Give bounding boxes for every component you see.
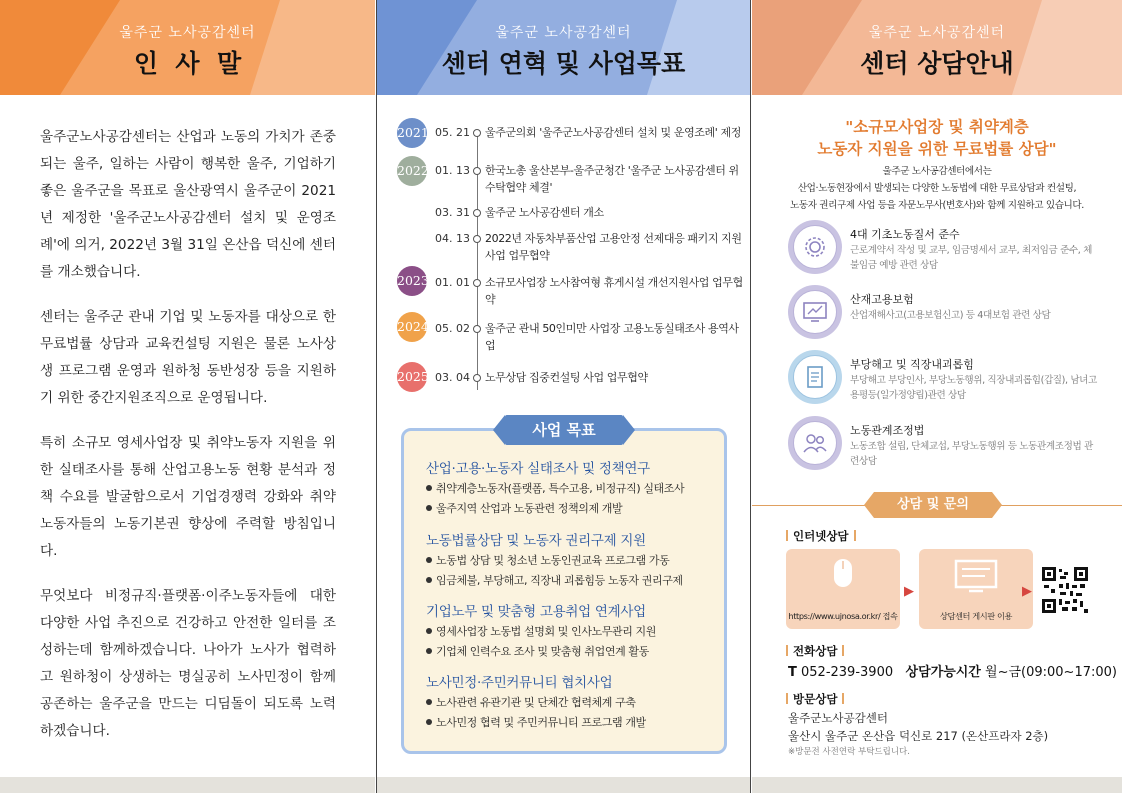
board-card[interactable] [919, 549, 1033, 629]
year-badge: 2022 [397, 156, 427, 186]
visit-note: ※방문전 사전연락 부탁드립니다. [788, 747, 910, 757]
consultation-header [752, 0, 1122, 95]
service-title: 4대 기초노동질서 준수 [850, 228, 960, 241]
timeline-dot [473, 279, 481, 287]
entry-text: 울주군의회 '울주군노사공감센터 설치 및 운영조례' 제정 [485, 126, 741, 139]
service-title: 부당해고 및 직장내괴롭힘 [850, 358, 974, 371]
business-goals-title: 사업 목표 [505, 415, 623, 445]
intro-line: 노동자 권리구제 사업 등을 자문노무사(변호사)와 함께 지원하고 있습니다. [790, 200, 1084, 211]
contact-title: 상담 및 문의 [874, 492, 992, 518]
bottom-band [377, 777, 750, 793]
goal-section [426, 602, 726, 662]
marker-bar [786, 530, 788, 541]
entry-text: 소규모사업장 노사참여형 휴게시설 개선지원사업 업무협약 [485, 276, 743, 306]
internet-consult-heading: 인터넷상담 [786, 528, 856, 544]
hours-label: 상담가능시간 [905, 665, 981, 680]
monitor-chart-icon [800, 297, 830, 327]
goal-title: 기업노무 및 맞춤형 고용취업 연계사업 [426, 604, 646, 620]
timeline-dot [473, 209, 481, 217]
entry-text: 울주군 관내 50인미만 사업장 고용노동실태조사 용역사업 [485, 322, 739, 352]
marker-bar [854, 530, 856, 541]
year-badge: 2024 [397, 312, 427, 342]
year-badge: 2021 [397, 118, 427, 148]
visit-consult-heading: 방문상담 [786, 691, 844, 707]
history-header [377, 0, 750, 95]
timeline-dot [473, 235, 481, 243]
phone-info [788, 661, 1117, 680]
year-badge: 2023 [397, 266, 427, 296]
bullet-icon [426, 648, 432, 654]
bullet-icon [426, 719, 432, 725]
goal-item: 임금체불, 부당해고, 직장내 괴롭힘등 노동자 권리구제 [426, 571, 726, 591]
header-title: 센터 연혁 및 사업목표 [441, 49, 686, 78]
greeting-panel [0, 0, 375, 793]
service-title: 산재고용보험 [850, 293, 914, 306]
intro-line: 산업·노동현장에서 발생되는 다양한 노동법에 대한 무료상담과 컨설팅, [797, 183, 1077, 194]
goal-item: 취약계층노동자(플랫폼, 특수고용, 비정규직) 실태조사 [426, 479, 726, 499]
entry-text: 2022년 자동차부품산업 고용안정 선제대응 패키지 지원사업 업무협약 [485, 232, 742, 262]
consultation-intro [772, 163, 1102, 214]
marker-bar [786, 645, 788, 656]
goal-item: 노사민정 협력 및 주민커뮤니티 프로그램 개발 [426, 713, 726, 733]
year-badge: 2025 [397, 362, 427, 392]
history-panel [376, 0, 751, 793]
bullet-icon [426, 628, 432, 634]
entry-text: 노무상담 집중컨설팅 사업 업무협약 [485, 371, 648, 384]
marker-bar [842, 645, 844, 656]
entry-text: 한국노총 울산본부-울주군청간 '울주군 노사공감센터 위수탁협약 체결' [485, 164, 739, 194]
marker-bar [786, 693, 788, 704]
greeting-body [40, 124, 336, 763]
greeting-paragraph: 센터는 울주군 관내 기업 및 노동자를 대상으로 한 무료법률 상담과 교육컨설팅 지원은 물론 노사상생 프로그램 운영과 원하청 동반성장 등을 지원하기 위한 중간지원조직으로 운영됩니다. [40, 309, 336, 406]
gear-icon [800, 232, 830, 262]
goal-item: 노사관련 유관기관 및 단체간 협력체계 구축 [426, 693, 726, 713]
service-description: 부당해고 부당인사, 부당노동행위, 직장내괴롭힘(갑질), 남녀고용평등(일가정양립)관련 상담 [850, 375, 1097, 401]
hours-value: 월~금(09:00~17:00) [985, 665, 1117, 680]
bullet-icon [426, 485, 432, 491]
greeting-paragraph: 울주군노사공감센터는 산업과 노동의 가치가 존중되는 울주, 일하는 사람이 행복한 울주, 기업하기 좋은 울주군을 목표로 울산광역시 울주군이 2021년 제정한 '울주군노사공감센터 설치 및 운영조례'에 의거, 2022년 3월 31일 온산읍 덕신에 센터를 개소했습니다. [40, 129, 336, 280]
goal-item: 노동법 상담 및 청소년 노동인권교육 프로그램 가동 [426, 551, 726, 571]
header-subtitle: 울주군 노사공감센터 [868, 25, 1006, 41]
visit-name: 울주군노사공감센터 [788, 711, 888, 725]
entry-date: 03. 31 [435, 206, 470, 219]
service-description: 노동조합 설립, 단체교섭, 부당노동행위 등 노동관계조정법 관련상담 [850, 441, 1093, 467]
consultation-panel [752, 0, 1122, 793]
header-title: 센터 상담안내 [860, 49, 1014, 78]
entry-date: 05. 21 [435, 126, 470, 139]
goal-section [426, 673, 726, 733]
document-icon [800, 362, 830, 392]
goal-title: 노동법률상담 및 노동자 권리구제 지원 [426, 533, 646, 549]
goal-title: 노사민정·주민커뮤니티 협치사업 [426, 675, 613, 691]
arrow-right-icon: ▶ [904, 584, 914, 599]
entry-date: 04. 13 [435, 232, 470, 245]
bullet-icon [426, 557, 432, 563]
timeline-dot [473, 167, 481, 175]
bullet-icon [426, 577, 432, 583]
monitor-icon [919, 549, 1033, 607]
timeline-dot [473, 325, 481, 333]
website-card[interactable] [786, 549, 900, 629]
bottom-band [0, 777, 375, 793]
service-description: 산업재해사고(고용보험신고) 등 4대보험 관련 상담 [850, 310, 1051, 321]
service-description: 근로계약서 작성 및 교부, 임금명세서 교부, 최저임금 준수, 체불임금 예방 관련 상담 [850, 245, 1092, 271]
phone-prefix: T [788, 665, 797, 680]
entry-text: 울주군 노사공감센터 개소 [485, 206, 604, 219]
phone-number[interactable]: 052-239-3900 [801, 665, 894, 680]
arrow-right-icon: ▶ [1022, 584, 1032, 599]
people-icon [800, 428, 830, 458]
goal-item: 울주지역 산업과 노동관련 정책의제 개발 [426, 499, 726, 519]
phone-consult-heading: 전화상담 [786, 643, 844, 659]
goal-title: 산업·고용·노동자 실태조사 및 정책연구 [426, 461, 650, 477]
consultation-headline [752, 116, 1122, 160]
business-goals-box [401, 421, 727, 754]
website-url[interactable]: https://www.ujnosa.or.kr/ 접속 [788, 611, 898, 621]
board-caption: 상담센터 게시판 이용 [940, 611, 1012, 621]
entry-date: 01. 13 [435, 164, 470, 177]
headline-line: "소규모사업장 및 취약계층 [845, 118, 1029, 136]
marker-bar [842, 693, 844, 704]
header-subtitle: 울주군 노사공감센터 [119, 25, 256, 41]
greeting-paragraph: 무엇보다 비정규직·플랫폼·이주노동자들에 대한 다양한 사업 추진으로 건강하고 안전한 일터를 조성하는데 함께하겠습니다. 나아가 노사가 협력하고 원하청이 상생하는 명실공히 노사민정이 함께 공존하는 울주군을 만드는 디딤돌이 되도록 노력하겠습니다. [40, 588, 336, 739]
bullet-icon [426, 505, 432, 511]
qr-code-icon[interactable] [1042, 567, 1088, 613]
goal-item: 기업체 인력수요 조사 및 맞춤형 취업연계 활동 [426, 642, 726, 662]
intro-line: 울주군 노사공감센터에서는 [882, 166, 992, 177]
header-subtitle: 울주군 노사공감센터 [495, 25, 632, 41]
entry-date: 01. 01 [435, 276, 470, 289]
entry-date: 03. 04 [435, 371, 470, 384]
goal-item: 영세사업장 노동법 설명회 및 인사노무관리 지원 [426, 622, 726, 642]
goal-section [426, 531, 726, 591]
bottom-band [752, 777, 1122, 793]
greeting-paragraph: 특히 소규모 영세사업장 및 취약노동자 지원을 위한 실태조사를 통해 산업고용노동 현황 분석과 정책 수요를 발굴함으로서 기업경쟁력 강화와 취약노동자들의 노동기본권 향상에 주력할 방침입니다. [40, 435, 336, 559]
bullet-icon [426, 699, 432, 705]
goal-section [426, 459, 726, 519]
timeline-dot [473, 374, 481, 382]
timeline-dot [473, 129, 481, 137]
header-title: 인 사 말 [133, 49, 242, 78]
visit-address: 울산시 울주군 온산읍 덕신로 217 (온산프라자 2층) [788, 729, 1049, 743]
service-title: 노동관계조정법 [850, 424, 925, 437]
greeting-header [0, 0, 375, 95]
headline-line: 노동자 지원을 위한 무료법률 상담" [817, 140, 1057, 158]
entry-date: 05. 02 [435, 322, 470, 335]
mouse-icon [786, 549, 900, 607]
